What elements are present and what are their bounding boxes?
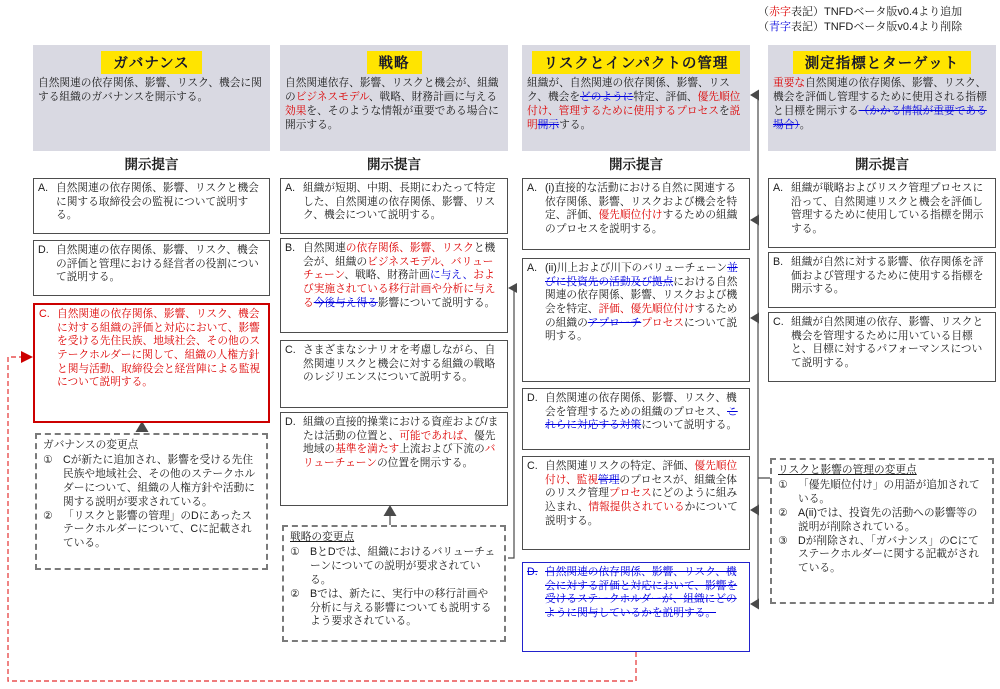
item-label: A. (285, 182, 296, 194)
text-segment: これらに対応する対策 (545, 405, 738, 432)
pillar-title-wrap (768, 51, 996, 74)
changes-title: 戦略の変更点 (290, 531, 355, 543)
recommendation-metrics-targets-3 (768, 312, 996, 382)
change-item-2 (43, 510, 260, 552)
text-segment: 。 (799, 118, 811, 131)
text-segment: 特定、評価、 (633, 90, 698, 103)
change-item-text: 「優先順位付け」の用語が追加されている。 (798, 478, 980, 505)
pillar-description (33, 76, 270, 107)
legend-term: 青字 (769, 20, 791, 33)
pillar-title: ガバナンス (101, 51, 201, 74)
change-item-number: ② (778, 506, 788, 519)
item-text (57, 308, 265, 419)
text-segment: する。 (559, 118, 592, 131)
text-segment: 自然関連リスクの特定、評価、 (545, 460, 695, 472)
section-heading-disclosure: 開示提言 (855, 157, 909, 172)
change-item-1 (290, 546, 498, 588)
change-item-number: ② (290, 587, 300, 600)
text-segment: 自然関連の依存関係、影響、リスク、機会の評価と管理における経営者の役割について説明する。 (56, 244, 259, 284)
column-strategy (280, 0, 508, 689)
item-text (303, 416, 504, 503)
text-segment: さまざまなシナリオを考慮しながら、自然関連リスクと機会に対する組織の戦略のレジリエンスについて説明する。 (303, 344, 496, 384)
text-segment: 組織が、自然関連の依存関係、影響、リスク、機会を (527, 77, 730, 103)
change-item-text: 「リスクと影響の管理」のDにあったステークホルダーについて、Cに記載されている。 (63, 509, 253, 550)
change-item-text: Cが新たに追加され、影響を受ける先住民族や地域社会、その他のステークホルダーについて、組織の人権方針や活動に関する説明が要求されている。 (63, 453, 256, 508)
text-segment: 自然関連の依存関係、影響、リスク、機会に関する組織のガバナンスを開示する。 (38, 77, 262, 103)
risk-left-arrow-c-icon (750, 505, 759, 516)
change-item-2 (290, 588, 498, 630)
text-segment: 優先地域の (303, 429, 496, 456)
item-label: D. (527, 392, 538, 404)
text-segment: における自然関連の依存関係、影響、リスクおよび機会を特定、 (545, 275, 738, 316)
pillar-panel-governance (33, 45, 270, 151)
text-segment: を (718, 104, 730, 117)
pillar-description (522, 76, 750, 135)
pillar-panel-risk-impact-management (522, 45, 750, 151)
risk-left-arrow-deleted-d-icon (750, 599, 759, 610)
text-segment: 可能であれば、 (399, 429, 475, 442)
text-segment: 情報提供されている (588, 501, 685, 514)
text-segment: 自然関連の依存関係、影響、リスクと機会に関する取締役会の監視について説明する。 (56, 182, 259, 222)
legend-term: 赤字 (769, 6, 791, 18)
item-label: C. (39, 308, 50, 320)
item-text (303, 242, 504, 330)
text-segment: (i)直接的な活動における自然に関連する依存関係、影響、リスクおよび機会を特定、評価、 (545, 182, 738, 222)
text-segment: 優先順位付け、管理するために使用するプロセス (527, 90, 741, 117)
text-segment: 優先順位付け (598, 209, 663, 222)
change-item-number: ③ (778, 534, 788, 547)
pillar-title: 測定指標とターゲット (793, 51, 971, 74)
text-segment: どのように (580, 90, 634, 103)
item-label: A. (527, 182, 538, 194)
changes-title: リスクと影響の管理の変更点 (778, 464, 917, 476)
text-segment: および実施されている移行計画や分析に与える (303, 269, 496, 309)
text-segment: 基準を満たす (335, 443, 400, 456)
text-segment: 自然関連の依存関係、影響、リスク、機会に対する評価と対応において、影響を受けるステークホルダーが、組織にどのように関与しているかを説明する。 (545, 566, 738, 620)
recommendation-risk-impact-management-2 (522, 258, 750, 382)
pillar-description (768, 76, 996, 135)
text-segment: するための組織のプロセスを説明する。 (545, 209, 738, 236)
change-item-number: ① (43, 453, 53, 466)
text-segment: 自然関連 (303, 242, 346, 254)
recommendation-metrics-targets-2 (768, 252, 996, 308)
item-text (545, 460, 746, 547)
text-segment: 重要な (773, 77, 806, 89)
item-text (791, 316, 992, 379)
text-segment: 自然関連の依存関係、影響、リスク、機会を管理するための組織のプロセス、 (545, 392, 737, 418)
changes-box-strategy (282, 525, 506, 642)
change-item-3 (778, 535, 986, 577)
legend-post: 表記）TNFDベータ版v0.4より削除 (791, 20, 963, 33)
item-text (303, 182, 504, 231)
risk-left-arrow-desc-icon (750, 90, 759, 101)
recommendation-risk-impact-management-3 (522, 388, 750, 450)
pillar-panel-metrics-targets (768, 45, 996, 151)
item-label: B. (285, 242, 296, 254)
text-segment: 自然関連の依存関係、影響、リスク、機会を評価し管理するために使用される指標と目標を開示する (773, 77, 987, 117)
recommendation-governance-3 (33, 303, 270, 423)
text-segment: バリューチェーン (303, 443, 496, 470)
text-segment: の位置を開示する。 (376, 457, 474, 470)
changes-box-metrics-targets (770, 458, 994, 604)
item-text (56, 182, 266, 231)
text-segment: 上流および下流の (399, 443, 485, 456)
recommendation-strategy-1 (280, 178, 508, 234)
text-segment: 影響について説明する。 (377, 296, 496, 309)
column-risk-impact-management (522, 0, 750, 689)
pillar-title: リスクとインパクトの管理 (532, 51, 741, 74)
change-item-number: ② (43, 509, 53, 522)
text-segment: 並びに投資先の活動及び拠点 (545, 262, 738, 288)
text-segment: 組織が自然関連の依存、影響、リスクと機会を管理するために用いている目標と、目標に対するパフォーマンスについて説明する。 (791, 316, 984, 370)
recommendation-strategy-3 (280, 340, 508, 408)
text-segment: を、そのような情報が重要である場合に開示する。 (285, 104, 499, 131)
text-segment: にどのように組み込まれ、 (545, 487, 738, 514)
text-segment: アプローチ (587, 316, 642, 329)
legend-pre: （ (758, 6, 769, 18)
text-segment: 効果 (285, 104, 307, 117)
item-text (545, 262, 746, 379)
change-item-text: Dが削除され、「ガバナンス」のCにてステークホルダーに関する記載がされている。 (798, 534, 980, 575)
change-item-number: ① (778, 478, 788, 491)
text-segment: 評価、優先順位付け (598, 303, 695, 316)
text-segment: 組織が短期、中期、長期にわたって特定した、自然関連の依存関係、影響、リスク、機会について説明する。 (303, 182, 496, 222)
pillar-description (280, 76, 508, 135)
item-text (791, 256, 992, 305)
text-segment: の依存関係、影響、リスク (345, 242, 474, 254)
item-label: C. (527, 460, 538, 472)
text-segment: について説明する。 (545, 316, 738, 343)
text-segment: 組織が自然に対する影響、依存関係を評価および管理するために使用する指標を開示する。 (791, 256, 984, 296)
item-label: D. (285, 416, 296, 428)
red-arrow-right-icon (21, 351, 33, 363)
item-label: B. (773, 256, 784, 268)
pillar-panel-strategy (280, 45, 508, 151)
item-text (545, 182, 746, 247)
item-label: A. (773, 182, 784, 194)
text-segment: 、戦略、財務計画に与える (368, 90, 498, 103)
recommendation-risk-impact-management-1 (522, 178, 750, 250)
recommendation-risk-impact-management-5 (522, 562, 750, 652)
change-item-2 (778, 507, 986, 535)
text-segment: のプロセスが、組織全体のリスク管理 (545, 473, 737, 500)
text-segment: 組織が戦略およびリスク管理プロセスに沿って、自然関連リスクと機会を評価し管理するために使用している指標を開示する。 (791, 182, 984, 236)
recommendation-governance-2 (33, 240, 270, 296)
text-segment: 説明 (527, 104, 741, 131)
text-segment: ビジネスモデル、バリューチェーン (303, 255, 494, 282)
legend-post: 表記）TNFDベータ版v0.4より追加 (791, 6, 963, 18)
change-item-text: BとDでは、組織におけるバリューチェーンについての説明が要求されている。 (310, 545, 496, 586)
text-segment: 、戦略、財務計画 (344, 269, 430, 282)
change-item-1 (43, 454, 260, 510)
text-segment: 自然関連依存、影響、リスクと機会が、組織の (285, 77, 499, 103)
item-label: A. (38, 182, 49, 194)
pillar-title-wrap (33, 51, 270, 74)
text-segment: するための組織の (545, 303, 738, 329)
change-item-number: ① (290, 545, 300, 558)
section-heading-disclosure: 開示提言 (367, 157, 421, 172)
item-label: A. (527, 262, 538, 274)
text-segment: 今後与え得る (313, 296, 378, 309)
text-segment: かについて説明する。 (545, 501, 738, 527)
text-segment: について説明する。 (641, 419, 738, 432)
item-text (545, 566, 746, 649)
text-segment: 自然関連の依存関係、影響、リスク、機会に対する組織の評価と対応において、影響を受ける先住民族、地域社会、その他のステークホルダーに関して、組織の人権方針と関与活動、取締役会と経営陣による監視について説明する。 (57, 308, 261, 389)
text-segment: 組織の直接的操業における資産および/または活動の位置と、 (303, 416, 499, 442)
change-item-text: Bでは、新たに、実行中の移行計画や分析に与える影響についても説明するよう要求されている。 (310, 587, 492, 628)
risk-left-arrow-a2-icon (750, 313, 759, 324)
text-segment: (ii)川上および川下のバリューチェーン (545, 262, 728, 274)
item-label: C. (773, 316, 784, 328)
change-item-text: A(ii)では、投資先の活動への影響等の説明が削除されている。 (798, 506, 978, 533)
text-segment: 管理 (598, 473, 620, 486)
pillar-title-wrap (280, 51, 508, 74)
text-segment: ビジネスモデル (295, 90, 369, 103)
column-metrics-targets (768, 0, 996, 689)
strategy-connector-spine (508, 288, 514, 558)
section-heading-disclosure: 開示提言 (609, 157, 663, 172)
text-segment: 優先順位付け、監視 (545, 460, 738, 486)
changes-box-governance (35, 433, 268, 570)
changes-title: ガバナンスの変更点 (43, 439, 139, 451)
recommendation-strategy-2 (280, 238, 508, 333)
recommendation-metrics-targets-1 (768, 178, 996, 248)
text-segment: 開示 (537, 118, 560, 131)
text-segment: に与え、 (429, 269, 474, 282)
item-label: D. (38, 244, 49, 256)
recommendation-strategy-4 (280, 412, 508, 506)
recommendation-risk-impact-management-4 (522, 456, 750, 550)
recommendation-governance-1 (33, 178, 270, 234)
change-item-1 (778, 479, 986, 507)
section-heading-disclosure: 開示提言 (124, 157, 179, 172)
column-governance (33, 0, 270, 689)
item-text (545, 392, 746, 447)
text-segment: （かかる情報が重要である場合） (773, 104, 987, 131)
item-text (56, 244, 266, 293)
item-text (791, 182, 992, 245)
risk-left-arrow-a1-icon (750, 215, 759, 226)
item-label: C. (285, 344, 296, 356)
text-segment: プロセス (641, 316, 684, 329)
text-segment: と機会が、組織の (303, 242, 496, 268)
pillar-title: 戦略 (367, 51, 422, 74)
pillar-title-wrap (522, 51, 750, 74)
item-label: D. (527, 566, 538, 578)
legend-pre: （ (758, 20, 769, 33)
text-segment: プロセス (608, 487, 652, 500)
strategy-left-arrow-icon (508, 283, 517, 293)
item-text (303, 344, 504, 405)
